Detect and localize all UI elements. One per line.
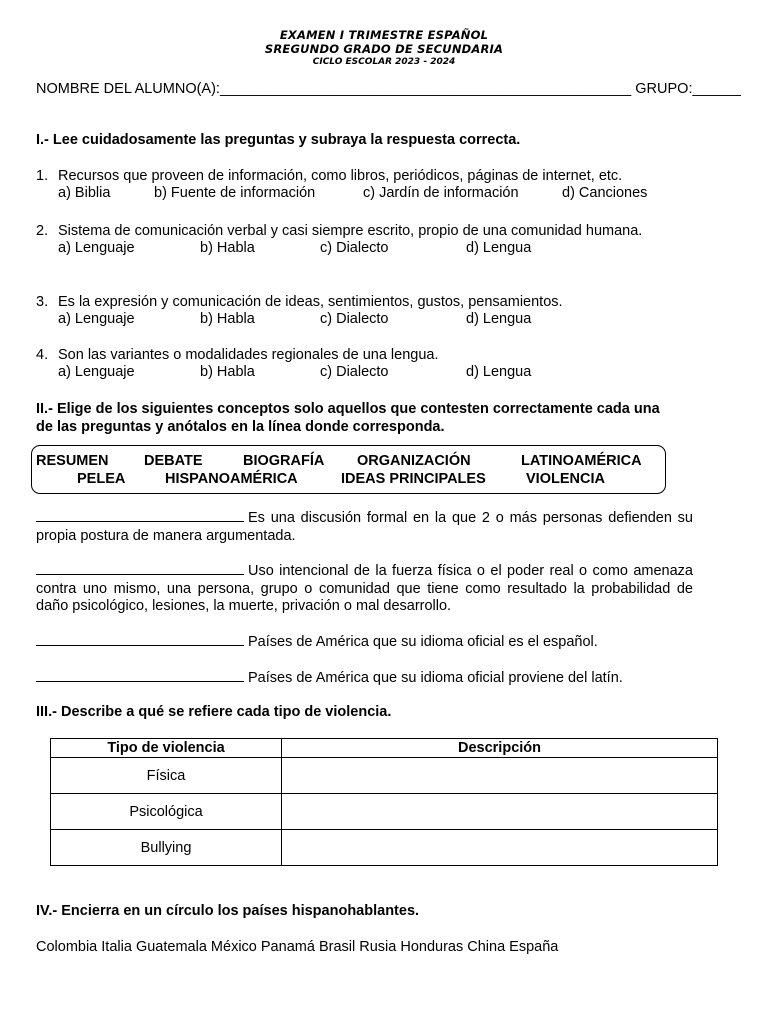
- country-item[interactable]: Panamá: [260, 939, 315, 955]
- concept-word: PELEA: [77, 471, 126, 487]
- concept-word: DEBATE: [144, 453, 203, 469]
- option-b[interactable]: b) Habla: [200, 311, 255, 327]
- option-b[interactable]: b) Habla: [200, 364, 255, 380]
- student-info-row: [36, 81, 741, 97]
- description-cell[interactable]: [282, 758, 718, 794]
- question-2: [36, 223, 662, 258]
- violence-type-cell: Psicológica: [51, 794, 282, 830]
- table-row: [51, 758, 718, 794]
- option-c[interactable]: c) Jardín de información: [363, 185, 519, 201]
- country-item[interactable]: México: [210, 939, 257, 955]
- exam-header: [0, 28, 768, 68]
- item-text: Países de América que su idioma oficial proviene del latín.: [248, 670, 623, 686]
- table-row: [51, 830, 718, 866]
- option-d[interactable]: d) Lengua: [466, 240, 532, 256]
- violence-table: [50, 738, 718, 866]
- question-options: [58, 240, 662, 258]
- violence-type-cell: Física: [51, 758, 282, 794]
- option-a[interactable]: a) Lenguaje: [58, 311, 135, 327]
- question-3: [36, 294, 662, 329]
- option-a[interactable]: a) Biblia: [58, 185, 111, 201]
- fill-in-item-4: [36, 668, 693, 688]
- option-d[interactable]: d) Canciones: [562, 185, 648, 201]
- question-text: Son las variantes o modalidades regionales de una lengua.: [58, 347, 439, 363]
- fill-in-item-1: [36, 508, 693, 545]
- concept-word: ORGANIZACIÓN: [357, 453, 471, 469]
- option-a[interactable]: a) Lenguaje: [58, 240, 135, 256]
- question-number: 1.: [36, 168, 49, 184]
- option-b[interactable]: b) Fuente de información: [154, 185, 316, 201]
- description-cell[interactable]: [282, 830, 718, 866]
- exam-title: EXAMEN I TRIMESTRE ESPAÑOL: [279, 28, 489, 42]
- item-text: Es una discusión formal en la que 2 o más personas defienden su propia postura de manera argumentada.: [36, 510, 693, 544]
- question-1: [36, 168, 662, 203]
- answer-line[interactable]: [36, 561, 244, 575]
- description-cell[interactable]: [282, 794, 718, 830]
- concept-word: HISPANOAMÉRICA: [165, 471, 298, 487]
- section-2-title: II.- Elige de los siguientes conceptos solo aquellos que contesten correctamente cada una de las preguntas y anótalos en la línea donde corresponda.: [36, 401, 660, 435]
- option-a[interactable]: a) Lenguaje: [58, 364, 135, 380]
- student-name-label: NOMBRE DEL ALUMNO(A):: [36, 81, 220, 97]
- question-4: [36, 347, 662, 382]
- question-options: [58, 185, 662, 203]
- concept-word: IDEAS PRINCIPALES: [341, 471, 486, 487]
- countries-list: [36, 939, 693, 956]
- country-item[interactable]: Italia: [101, 939, 132, 955]
- section-4-title: IV.- Encierra en un círculo los países hispanohablantes.: [36, 903, 420, 919]
- country-item[interactable]: Brasil: [318, 939, 356, 955]
- country-item[interactable]: España: [509, 939, 559, 955]
- fill-in-item-2: [36, 561, 693, 616]
- table-header-cell: Tipo de violencia: [51, 739, 282, 758]
- option-c[interactable]: c) Dialecto: [320, 240, 389, 256]
- option-d[interactable]: d) Lengua: [466, 311, 532, 327]
- table-row: [51, 794, 718, 830]
- concept-word: RESUMEN: [36, 453, 109, 469]
- country-item[interactable]: Honduras: [400, 939, 464, 955]
- answer-line[interactable]: [36, 668, 244, 682]
- violence-type-cell: Bullying: [51, 830, 282, 866]
- answer-line[interactable]: [36, 632, 244, 646]
- table-header-row: [51, 739, 718, 758]
- exam-grade: SREGUNDO GRADO DE SECUNDARIA: [264, 42, 504, 56]
- group-line[interactable]: ______: [692, 81, 741, 97]
- question-options: [58, 311, 662, 329]
- group-label: GRUPO:: [635, 81, 693, 97]
- question-number: 4.: [36, 347, 49, 363]
- exam-cycle: CICLO ESCOLAR 2023 - 2024: [312, 57, 456, 67]
- answer-line[interactable]: [36, 508, 244, 522]
- concept-word: LATINOAMÉRICA: [521, 453, 642, 469]
- concept-word: BIOGRAFÍA: [243, 453, 325, 469]
- question-number: 2.: [36, 223, 49, 239]
- question-text: Recursos que proveen de información, como libros, periódicos, páginas de internet, etc.: [58, 168, 623, 184]
- option-c[interactable]: c) Dialecto: [320, 364, 389, 380]
- country-item[interactable]: Rusia: [359, 939, 397, 955]
- section-1-title: I.- Lee cuidadosamente las preguntas y subraya la respuesta correcta.: [36, 132, 521, 148]
- section-3-title: III.- Describe a qué se refiere cada tipo de violencia.: [36, 704, 392, 720]
- table-header-cell: Descripción: [282, 739, 718, 758]
- question-text: Es la expresión y comunicación de ideas, sentimientos, gustos, pensamientos.: [58, 294, 563, 310]
- student-name-line[interactable]: ___________________________________________________: [219, 81, 632, 97]
- concepts-box: [31, 445, 666, 494]
- question-text: Sistema de comunicación verbal y casi siempre escrito, propio de una comunidad humana.: [58, 223, 643, 239]
- country-item[interactable]: Guatemala: [135, 939, 207, 955]
- question-number: 3.: [36, 294, 49, 310]
- fill-in-item-3: [36, 632, 693, 652]
- item-text: Uso intencional de la fuerza física o el poder real o como amenaza contra uno mismo, una persona, grupo o comunidad que tiene como resultado la probabilidad de daño psicológico, lesiones, la muerte, privación o mal desarrollo.: [36, 563, 693, 614]
- country-item[interactable]: China: [467, 939, 506, 955]
- item-text: Países de América que su idioma oficial es el español.: [248, 634, 598, 650]
- country-item[interactable]: Colombia: [36, 939, 98, 955]
- option-d[interactable]: d) Lengua: [466, 364, 532, 380]
- option-c[interactable]: c) Dialecto: [320, 311, 389, 327]
- question-options: [58, 364, 662, 382]
- concept-word: VIOLENCIA: [526, 471, 605, 487]
- option-b[interactable]: b) Habla: [200, 240, 255, 256]
